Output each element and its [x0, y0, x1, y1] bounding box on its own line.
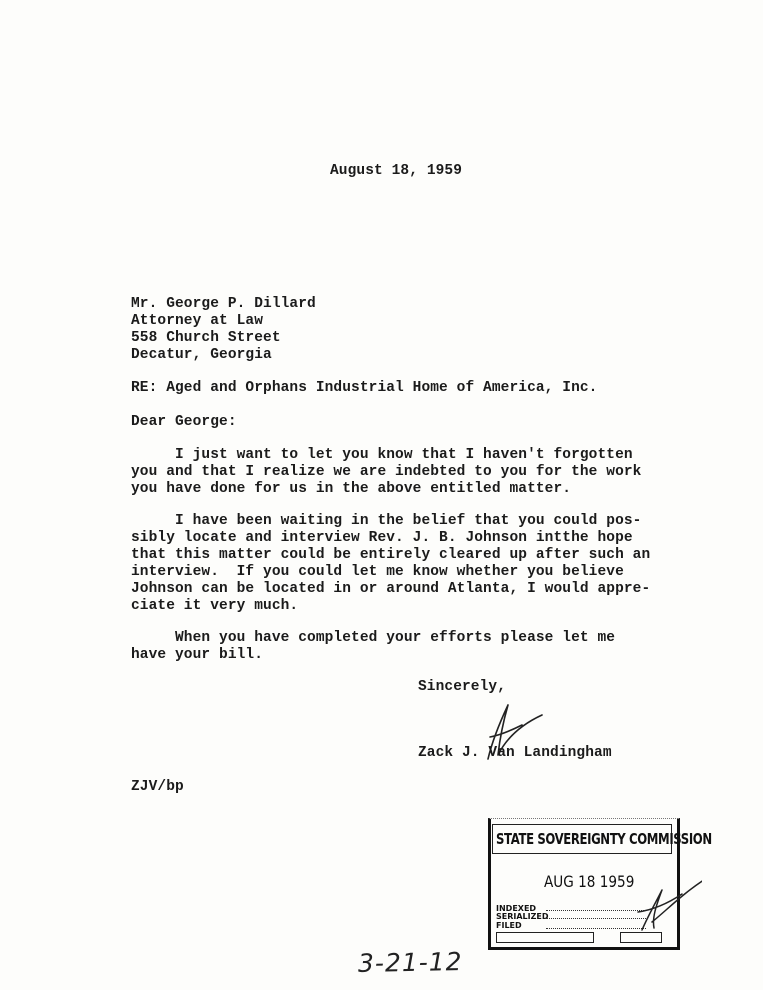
paragraph-line: you have done for us in the above entitled matter. — [131, 481, 572, 497]
paragraph-line: When you have completed your efforts please let me — [131, 630, 616, 646]
paragraph-1 — [131, 447, 641, 498]
paragraph-line: sibly locate and interview Rev. J. B. Johnson intthe hope — [131, 530, 633, 546]
typist-initials: ZJV/bp — [131, 779, 184, 795]
paragraph-line: that this matter could be entirely cleared up after such an — [131, 547, 651, 563]
stamp-field-serialized: SERIALIZED — [496, 912, 549, 921]
paragraph-line: ciate it very much. — [131, 598, 299, 614]
handwritten-file-number: 3-21-12 — [357, 947, 463, 978]
closing: Sincerely, — [418, 679, 507, 695]
paragraph-line: I have been waiting in the belief that you could pos- — [131, 513, 642, 529]
stamp-bottom-box — [496, 932, 594, 943]
recipient-street: 558 Church Street — [131, 330, 281, 346]
re-line: RE: Aged and Orphans Industrial Home of America, Inc. — [131, 380, 598, 396]
signer-name: Zack J. Van Landingham — [418, 745, 612, 761]
paragraph-3 — [131, 630, 615, 664]
paragraph-line: interview. If you could let me know whether you believe — [131, 564, 624, 580]
paragraph-2 — [131, 513, 650, 615]
stamp-date: AUG 18 1959 — [544, 872, 635, 891]
stamp-field-indexed: INDEXED — [496, 904, 537, 913]
recipient-title: Attorney at Law — [131, 313, 264, 329]
paragraph-line: you and that I realize we are indebted to you for the work — [131, 464, 642, 480]
recipient-city: Decatur, Georgia — [131, 347, 272, 363]
paragraph-line: Johnson can be located in or around Atlanta, I would appre- — [131, 581, 651, 597]
salutation: Dear George: — [131, 414, 237, 430]
letter-date: August 18, 1959 — [330, 163, 463, 179]
stamp-title: STATE SOVEREIGNTY COMMISSION — [496, 830, 712, 848]
stamp-bottom-box — [620, 932, 662, 943]
handwritten-check-mark — [612, 872, 702, 932]
recipient-name: Mr. George P. Dillard — [131, 296, 316, 312]
paragraph-line: I just want to let you know that I haven't forgotten — [131, 447, 633, 463]
stamp-field-filed: FILED — [496, 921, 522, 930]
recipient-address — [131, 296, 316, 364]
paragraph-line: have your bill. — [131, 647, 264, 663]
